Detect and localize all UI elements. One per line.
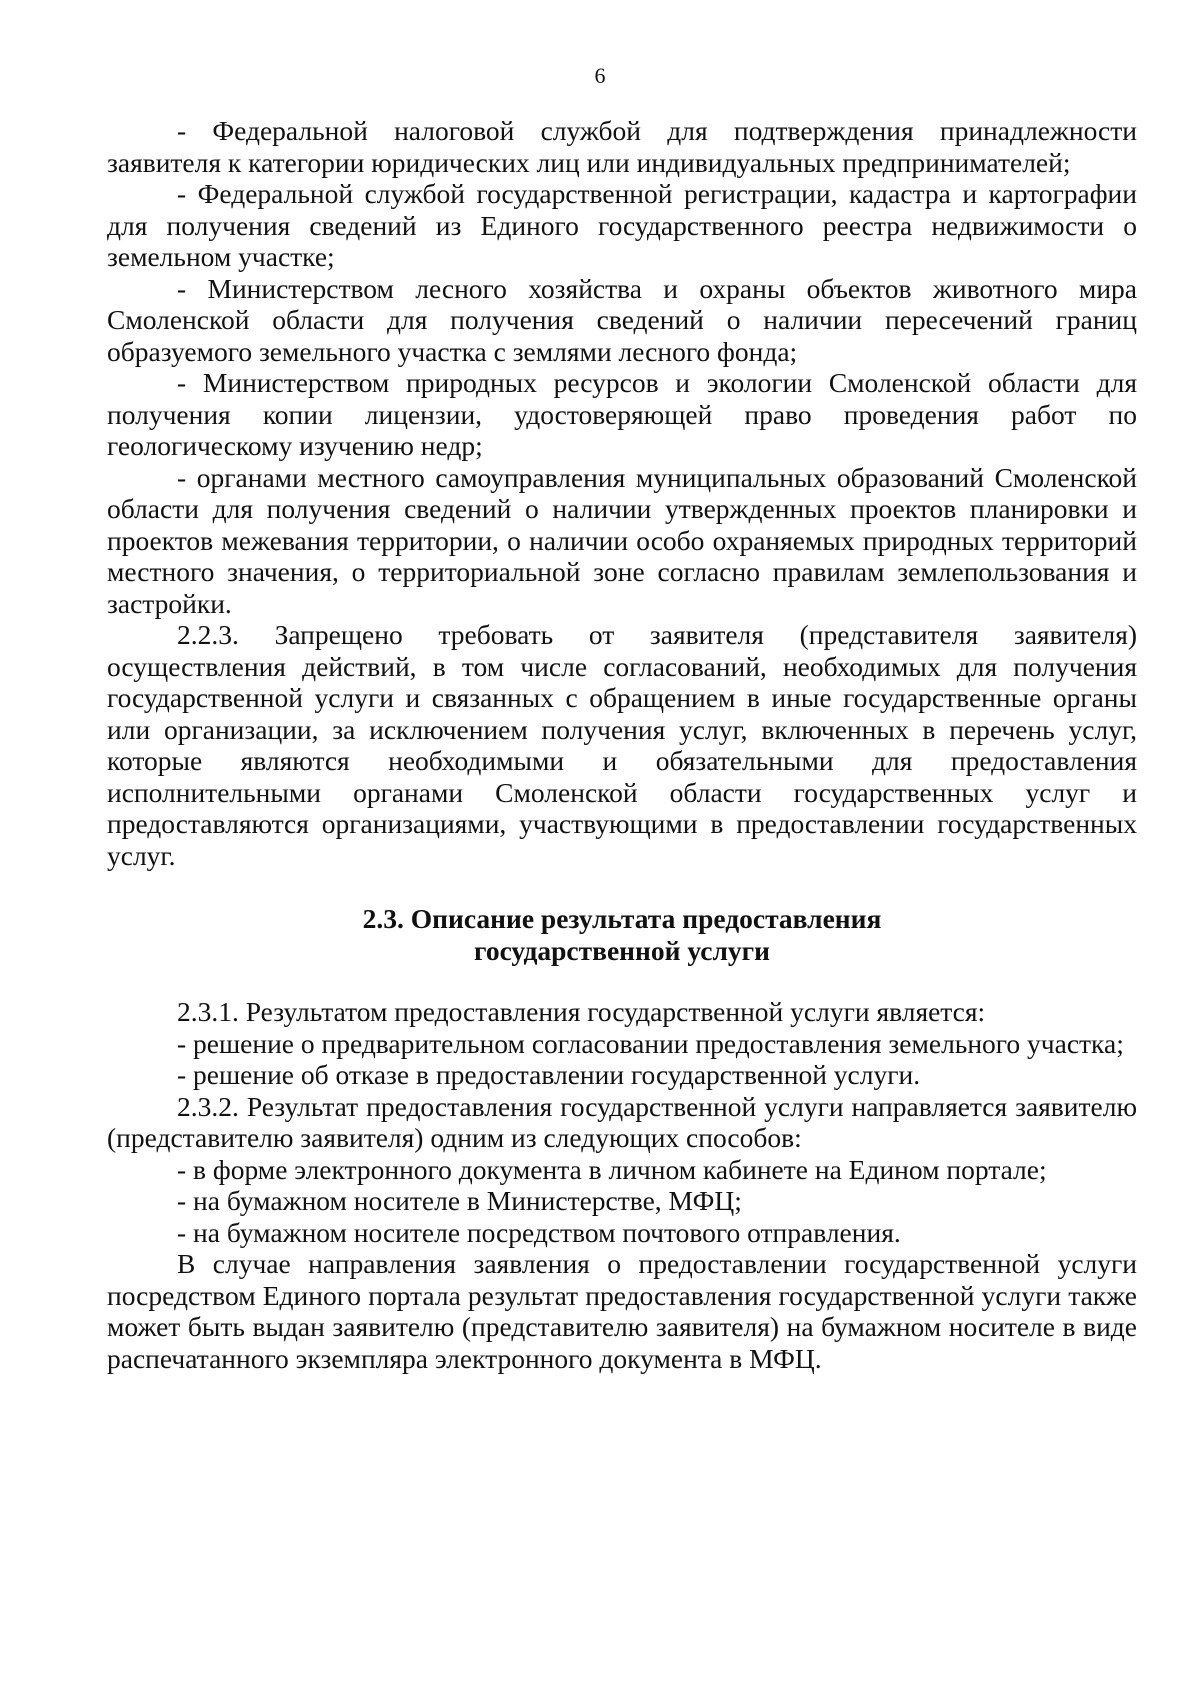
paragraph-method-electronic: - в форме электронного документа в личном кабинете на Едином портале; [177, 1153, 1047, 1185]
paragraph-portal-paper-copy: В случае направления заявления о предоставлении государственной услуги посредством Единого портала результат предоставления государственной услуги также может быть выдан заявителю (представителю заявителя) на бумажном носителе в виде распечатанного экземпляра электронного документа в МФЦ. [107, 1248, 1137, 1374]
paragraph-method-paper-mail: - на бумажном носителе посредством почтового отправления. [177, 1216, 901, 1248]
paragraph-natural-resources-ministry: - Министерством природных ресурсов и экологии Смоленской области для получения копии лицензии, удостоверяющей право проведения работ по геологическому изучению недр; [107, 367, 1137, 461]
paragraph-tax-service: - Федеральной налоговой службой для подтверждения принадлежности заявителя к категории юридических лиц или индивидуальных предпринимателей; [107, 115, 1137, 178]
paragraph-local-government: - органами местного самоуправления муниципальных образований Смоленской области для получения сведений о наличии утвержденных проектов планировки и проектов межевания территории, о наличии особо охраняемых природных территорий местного значения, о территориальной зоне согласно правилам землепользования и застройки. [107, 461, 1137, 619]
page-number: 6 [594, 63, 606, 88]
paragraph-result-refusal: - решение об отказе в предоставлении государственной услуги. [177, 1059, 921, 1090]
paragraph-2-3-2: 2.3.2. Результат предоставления государственной услуги направляется заявителю (представителю заявителя) одним из следующих способов: [107, 1090, 1137, 1153]
paragraph-result-approval: - решение о предварительном согласовании предоставления земельного участка; [177, 1027, 1124, 1059]
section-heading-line-1: 2.3. Описание результата предоставления [362, 903, 882, 934]
section-heading-line-2: государственной услуги [474, 934, 770, 966]
paragraph-rosreestr: - Федеральной службой государственной регистрации, кадастра и картографии для получения сведений из Единого государственного реестра недвижимости о земельном участке; [107, 178, 1137, 272]
paragraph-forestry-ministry: - Министерством лесного хозяйства и охраны объектов животного мира Смоленской области для получения сведений о наличии пересечений границ образуемого земельного участка с землями лесного фонда; [107, 272, 1137, 367]
paragraph-2-3-1: 2.3.1. Результатом предоставления государственной услуги является: [177, 996, 986, 1027]
paragraph-method-paper-ministry: - на бумажном носителе в Министерстве, МФЦ; [177, 1185, 742, 1216]
paragraph-2-2-3: 2.2.3. Запрещено требовать от заявителя (представителя заявителя) осуществления действий, в том числе согласований, необходимых для получения государственной услуги и связанных с обращением в иные государственные органы или организации, за исключением получения услуг, включенных в перечень услуг, которые являются необходимыми и обязательными для предоставления исполнительными органами Смоленской области государственных услуг и предоставляются организациями, участвующими в предоставлении государственных услуг. [107, 619, 1137, 871]
document-body [107, 115, 1137, 1374]
